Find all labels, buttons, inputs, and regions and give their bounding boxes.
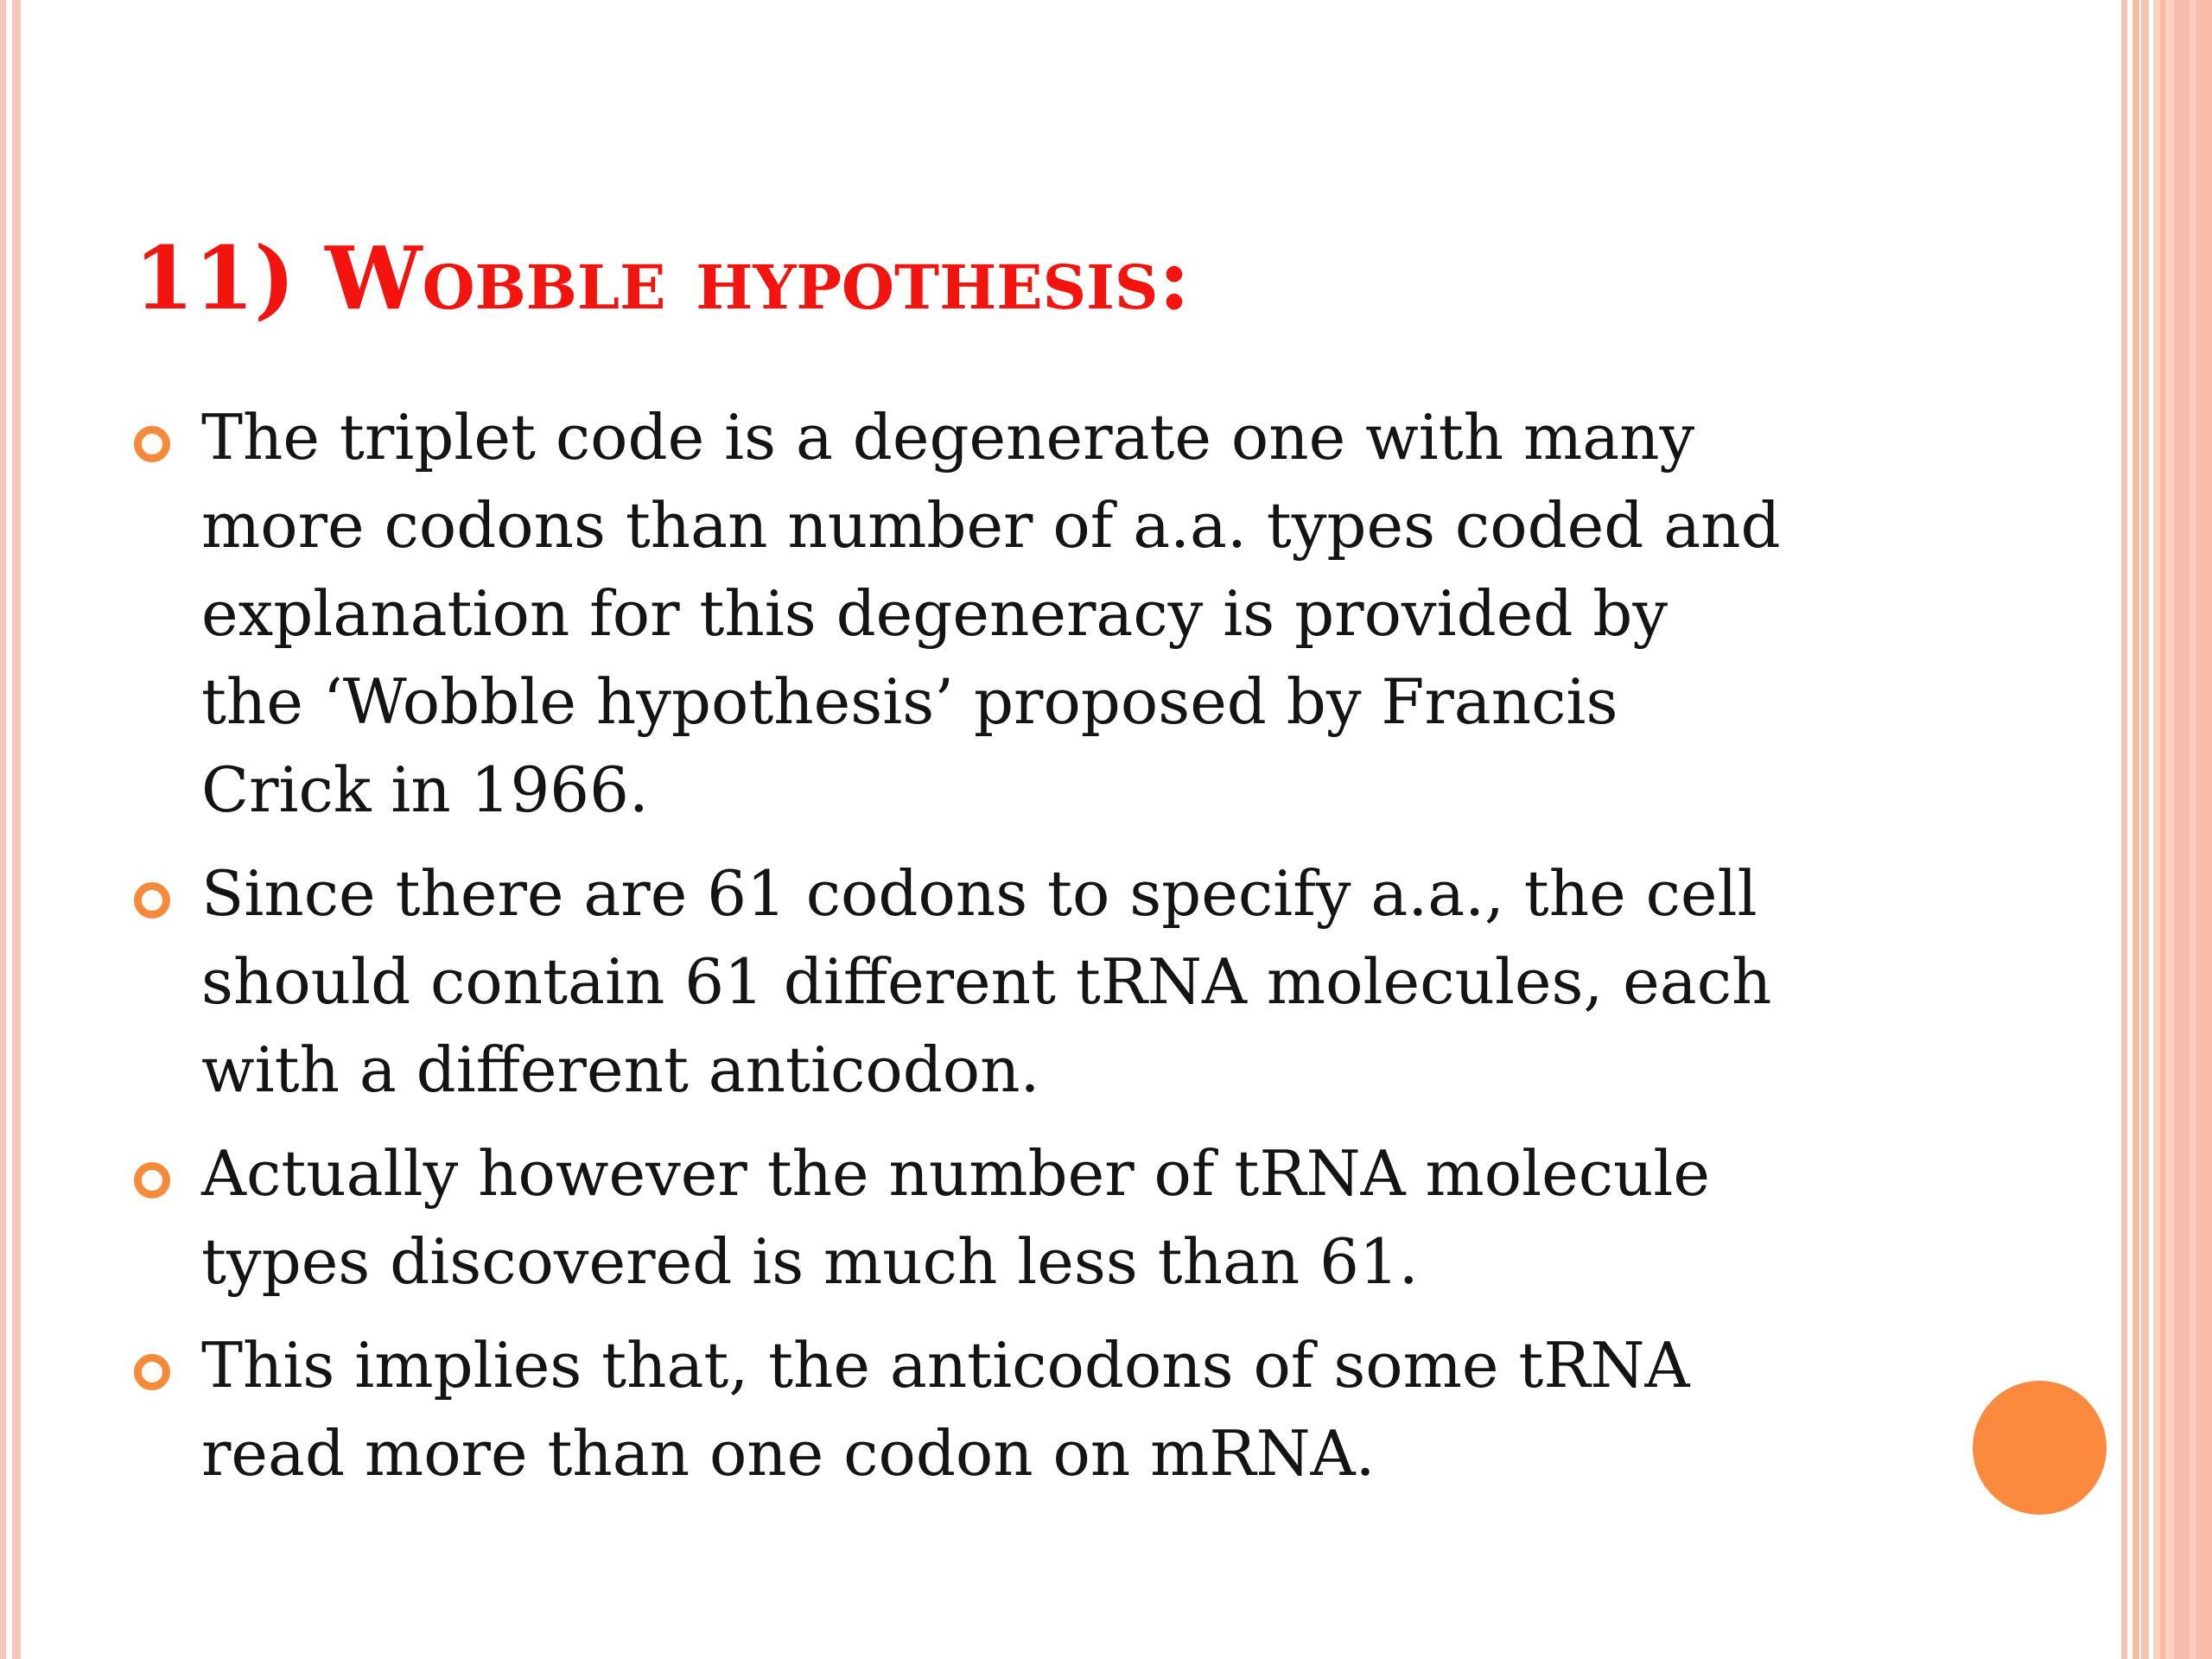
slide-title: 11) Wobble hypothesis: (134, 227, 1191, 329)
bullet-line: Actually however the number of tRNA molecule (201, 1137, 1711, 1210)
bullet-line: This implies that, the anticodons of some tRNA (201, 1329, 1690, 1402)
right-border-line (2141, 0, 2149, 1659)
ring-bullet-icon (134, 882, 170, 918)
ring-bullet-icon (134, 426, 170, 462)
bullet-line: should contain 61 different tRNA molecules, each (201, 945, 1772, 1018)
right-band-stripe (2160, 0, 2165, 1659)
bullet-item (134, 393, 1992, 834)
right-border-line (2133, 0, 2139, 1659)
right-border-line (2121, 0, 2127, 1659)
ring-bullet-icon (134, 1162, 170, 1198)
bullet-item (134, 849, 1992, 1114)
bullet-list (134, 393, 1992, 1513)
bullet-item (134, 1321, 1992, 1497)
ring-bullet-icon (134, 1354, 170, 1390)
bullet-item (134, 1129, 1992, 1306)
bullet-line: the ‘Wobble hypothesis’ proposed by Francis (201, 665, 1618, 738)
bullet-line: types discovered is much less than 61. (201, 1225, 1419, 1298)
bullet-line: with a different anticodon. (201, 1033, 1040, 1106)
bullet-line: The triplet code is a degenerate one with many (201, 401, 1695, 474)
right-band-stripe (2190, 0, 2196, 1659)
left-border-line (0, 0, 6, 1659)
decorative-orange-circle (1973, 1381, 2107, 1515)
bullet-line: explanation for this degeneracy is provided by (201, 577, 1669, 650)
bullet-line: Since there are 61 codons to specify a.a., the cell (201, 857, 1758, 930)
bullet-line: read more than one codon on mRNA. (201, 1417, 1376, 1490)
bullet-line: Crick in 1966. (201, 753, 649, 826)
left-border-line (12, 0, 21, 1659)
bullet-line: more codons than number of a.a. types coded and (201, 489, 1781, 562)
